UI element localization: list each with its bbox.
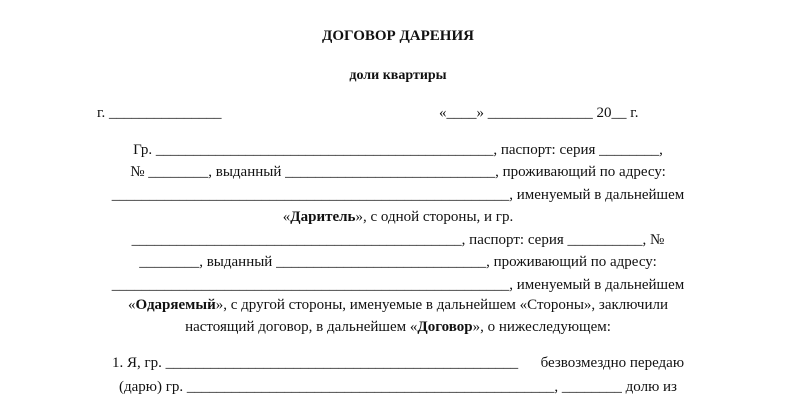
contract-term: Договор xyxy=(417,319,473,335)
parties-line-3: _____________________________________________________, именуемый в дальнейшем xyxy=(111,187,685,203)
quote-open: « xyxy=(128,297,136,313)
parties-line-6: ________, выданный ____________________________, проживающий по адресу: xyxy=(139,254,657,270)
date-line: «____» ______________ 20__ г. xyxy=(439,105,639,121)
parties-line-8-rest: », с другой стороны, именуемые в дальнейшем «Стороны», заключили xyxy=(215,297,668,313)
parties-line-9-rest: », о нижеследующем: xyxy=(472,319,611,335)
parties-line-5: ____________________________________________, паспорт: серия __________, № xyxy=(131,232,665,248)
parties-line-4-rest: », с одной стороны, и гр. xyxy=(355,209,514,225)
parties-line-8 xyxy=(0,296,796,314)
place-line: г. _______________ xyxy=(97,105,222,121)
parties-line-4 xyxy=(0,208,796,226)
clause-1-line-2: (дарю) гр. _________________________________________________, ________ долю из xyxy=(119,379,677,395)
document-subtitle: доли квартиры xyxy=(349,68,447,83)
document-title: ДОГОВОР ДАРЕНИЯ xyxy=(322,28,474,44)
parties-line-2: № ________, выданный ____________________________, проживающий по адресу: xyxy=(130,164,666,180)
parties-line-9-start: настоящий договор, в дальнейшем « xyxy=(185,319,418,335)
parties-line-9 xyxy=(0,318,796,336)
parties-line-7: _____________________________________________________, именуемый в дальнейшем xyxy=(111,277,685,293)
donor-term: Даритель xyxy=(290,209,356,225)
parties-line-1: Гр. _____________________________________________, паспорт: серия ________, xyxy=(133,142,663,158)
donee-term: Одаряемый xyxy=(135,297,216,313)
quote-open: « xyxy=(282,209,291,225)
clause-1-line-1: 1. Я, гр. _______________________________________________ безвозмездно передаю xyxy=(111,355,685,371)
